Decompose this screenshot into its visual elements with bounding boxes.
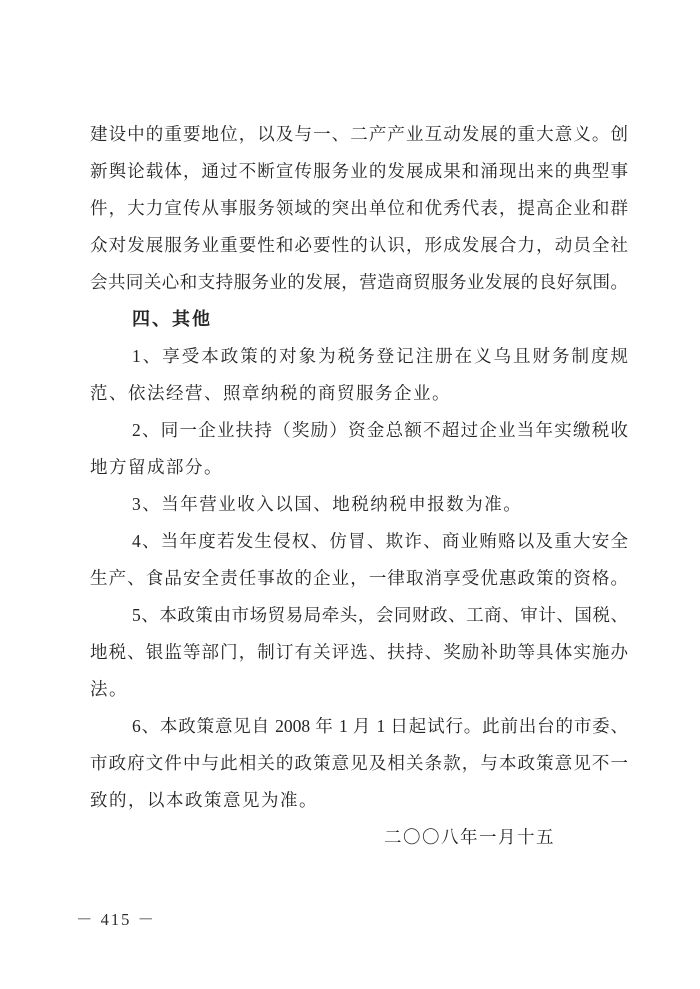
text-line: 会共同关心和支持服务业的发展，营造商贸服务业发展的良好氛围。 [90,272,628,292]
document-body [90,116,628,856]
section-heading: 四、其他 [132,309,212,329]
list-item-5-line: 法。 [90,679,128,699]
list-item-5-line: 地税、银监等部门，制订有关评选、扶持、奖励补助等具体实施办 [90,642,628,662]
text-line: 建设中的重要地位，以及与一、二产产业互动发展的重大意义。创 [90,124,628,144]
text-line: 众对发展服务业重要性和必要性的认识，形成发展合力，动员全社 [90,235,628,255]
text-line: 新舆论载体，通过不断宣传服务业的发展成果和涌现出来的典型事 [90,161,628,181]
list-item-2-line: 2、同一企业扶持（奖励）资金总额不超过企业当年实缴税收 [132,420,628,440]
list-item-1-line: 1、享受本政策的对象为税务登记注册在义乌且财务制度规 [132,346,628,366]
list-item-6-line: 6、本政策意见自 2008 年 1 月 1 日起试行。此前出台的市委、 [132,716,628,736]
list-item-4-line: 生产、食品安全责任事故的企业，一律取消享受优惠政策的资格。 [90,568,628,588]
date-line: 二〇〇八年一月十五 [384,827,555,847]
list-item-5-line: 5、本政策由市场贸易局牵头，会同财政、工商、审计、国税、 [132,605,628,625]
list-item-6-line: 市政府文件中与此相关的政策意见及相关条款，与本政策意见不一 [90,753,628,773]
list-item-6-line: 致的，以本政策意见为准。 [90,790,318,810]
list-item-3-line: 3、当年营业收入以国、地税纳税申报数为准。 [132,494,523,514]
list-item-1-line: 范、依法经营、照章纳税的商贸服务企业。 [90,383,451,403]
text-line: 件，大力宣传从事服务领域的突出单位和优秀代表，提高企业和群 [90,198,628,218]
list-item-2-line: 地方留成部分。 [90,457,223,477]
page-number: － 415 － [76,910,156,929]
list-item-4-line: 4、当年度若发生侵权、仿冒、欺诈、商业贿赂以及重大安全 [132,531,628,551]
